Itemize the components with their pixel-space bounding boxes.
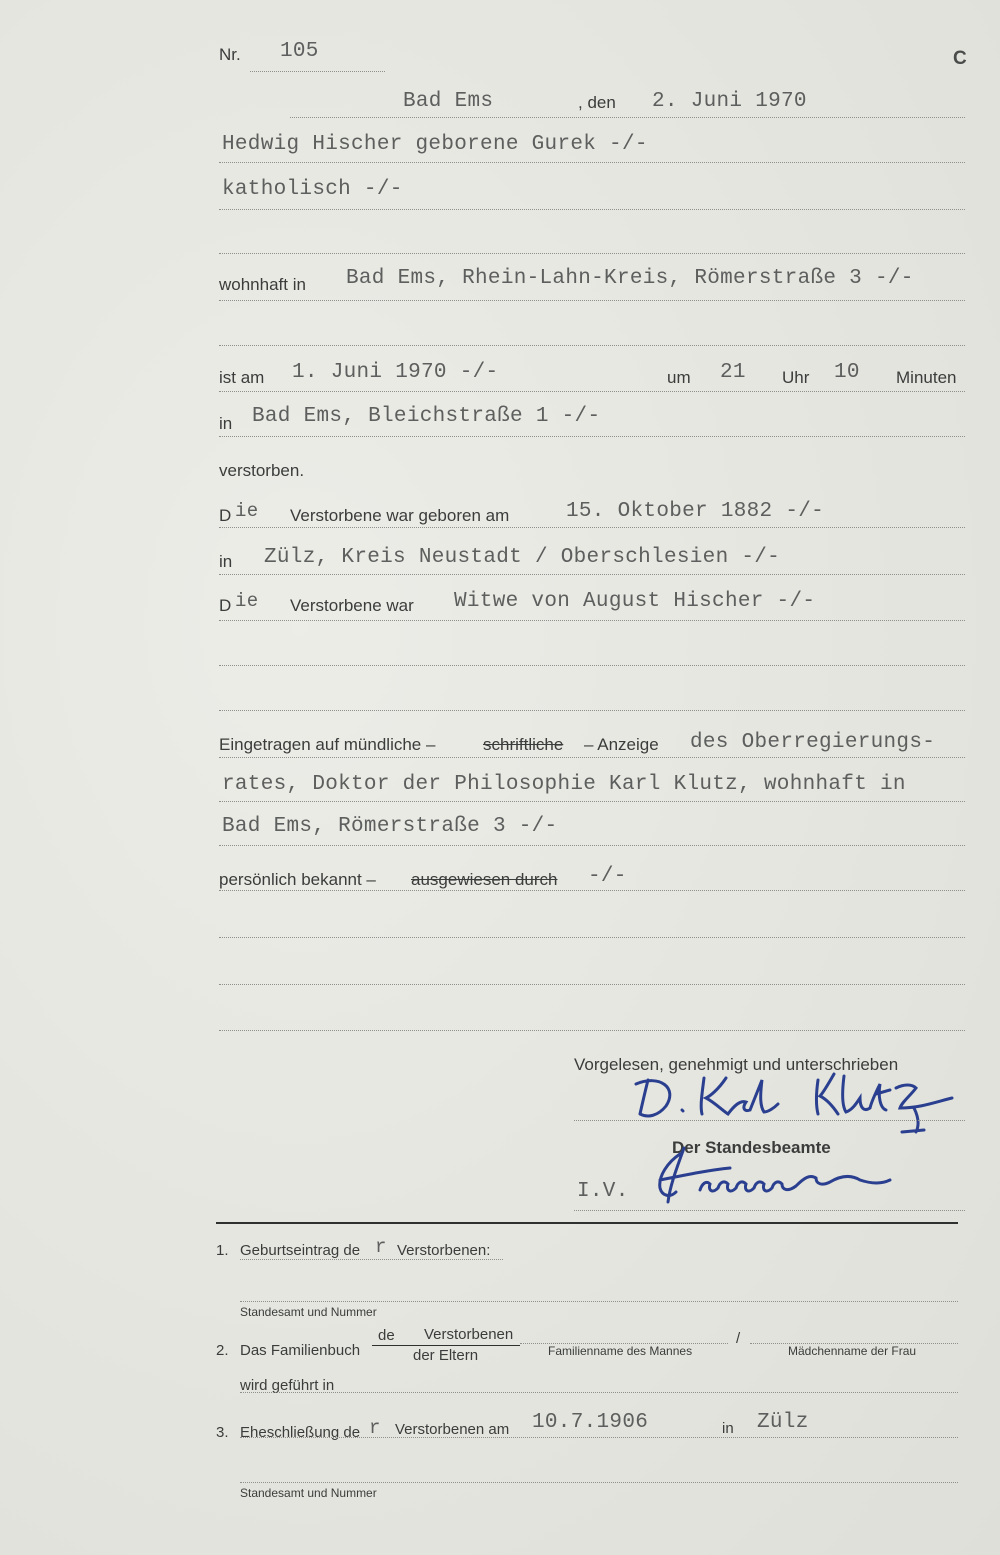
item1-line bbox=[240, 1259, 503, 1260]
death-date-label: ist am bbox=[219, 368, 265, 387]
birth-label: Verstorbene war geboren am bbox=[290, 506, 510, 525]
item2-slash: / bbox=[736, 1330, 741, 1347]
item1-label-b: Verstorbenen: bbox=[397, 1242, 491, 1259]
deceased-religion: katholisch -/- bbox=[222, 178, 403, 201]
death-minutes: 10 bbox=[834, 361, 860, 384]
birth-d-prefix: D bbox=[219, 506, 232, 525]
death-date: 1. Juni 1970 -/- bbox=[292, 361, 499, 384]
status-value: Witwe von August Hischer -/- bbox=[454, 590, 816, 613]
nr-label: Nr. bbox=[219, 45, 241, 64]
known-value: -/- bbox=[588, 865, 627, 888]
item2-de: de bbox=[378, 1327, 395, 1344]
status-line bbox=[219, 620, 965, 621]
blank-line bbox=[219, 253, 965, 254]
registrar-signature bbox=[640, 1140, 910, 1215]
item3-label-b: Verstorbenen am bbox=[395, 1421, 510, 1438]
residence-value: Bad Ems, Rhein-Lahn-Kreis, Römerstraße 3 -/- bbox=[346, 267, 914, 290]
death-place: Bad Ems, Bleichstraße 1 -/- bbox=[252, 405, 601, 428]
item3-label-a: Eheschließung de bbox=[240, 1424, 361, 1441]
blank-line-7 bbox=[219, 1030, 965, 1031]
blank-line-6 bbox=[219, 984, 965, 985]
item1-number: 1. bbox=[216, 1242, 229, 1259]
item1-r: r bbox=[375, 1236, 387, 1258]
status-label: Verstorbene war bbox=[290, 596, 414, 615]
residence-label: wohnhaft in bbox=[219, 275, 306, 294]
entry-label-start: Eingetragen auf mündliche – bbox=[219, 735, 436, 754]
registrar-label: Der Standesbeamte bbox=[672, 1138, 831, 1157]
read-approved-label: Vorgelesen, genehmigt und unterschrieben bbox=[574, 1055, 899, 1074]
blank-line-3 bbox=[219, 665, 965, 666]
familienname-label: Familienname des Mannes bbox=[548, 1344, 693, 1358]
iv-label: I.V. bbox=[577, 1180, 629, 1203]
birth-ie-suffix: ie bbox=[235, 500, 259, 522]
blank-line-4 bbox=[219, 710, 965, 711]
status-ie-suffix: ie bbox=[235, 590, 259, 612]
known-line bbox=[219, 890, 965, 891]
name-line bbox=[219, 162, 965, 163]
den-label: , den bbox=[578, 93, 616, 112]
blank-line-2 bbox=[219, 345, 965, 346]
place-of-registration: Bad Ems bbox=[403, 90, 494, 113]
item1-label-a: Geburtseintrag de bbox=[240, 1242, 361, 1259]
item2-fuehrt-line bbox=[240, 1392, 958, 1393]
informant-signature bbox=[630, 1066, 970, 1141]
residence-line bbox=[219, 300, 965, 301]
nr-line bbox=[250, 71, 385, 72]
entry-struck-schriftliche: schriftliche bbox=[483, 735, 564, 754]
uhr-label: Uhr bbox=[782, 368, 810, 387]
entry-line-2: rates, Doktor der Philosophie Karl Klutz, wohnhaft in bbox=[222, 773, 906, 796]
blank-line-5 bbox=[219, 937, 965, 938]
death-date-line bbox=[219, 391, 965, 392]
item3-r: r bbox=[369, 1417, 381, 1439]
item3-number: 3. bbox=[216, 1424, 229, 1441]
entry-line-1-rule bbox=[219, 757, 965, 758]
signature-line-2 bbox=[574, 1210, 965, 1211]
religion-line bbox=[219, 209, 965, 210]
item1-standesamt-line bbox=[240, 1301, 958, 1302]
entry-label-end: – Anzeige bbox=[584, 735, 659, 754]
death-place-line bbox=[219, 436, 965, 437]
footer-divider bbox=[216, 1222, 958, 1224]
verstorben-label: verstorben. bbox=[219, 461, 305, 480]
item2-verstorbenen: Verstorbenen bbox=[424, 1326, 514, 1343]
minuten-label: Minuten bbox=[896, 368, 957, 387]
entry-line-2-rule bbox=[219, 801, 965, 802]
item3-line bbox=[240, 1437, 958, 1438]
nr-value: 105 bbox=[280, 40, 319, 63]
item2-eltern: der Eltern bbox=[413, 1347, 479, 1364]
death-hour: 21 bbox=[720, 361, 746, 384]
death-place-label: in bbox=[219, 414, 233, 433]
status-d-prefix: D bbox=[219, 596, 232, 615]
item1-standesamt-label: Standesamt und Nummer bbox=[240, 1305, 377, 1319]
item2-fuehrt-label: wird geführt in bbox=[240, 1377, 335, 1394]
item3-date: 10.7.1906 bbox=[532, 1411, 649, 1434]
registration-date: 2. Juni 1970 bbox=[652, 90, 807, 113]
entry-line-1: des Oberregierungs- bbox=[690, 731, 936, 754]
birth-date-line bbox=[219, 527, 965, 528]
item2-number: 2. bbox=[216, 1342, 229, 1359]
entry-line-3: Bad Ems, Römerstraße 3 -/- bbox=[222, 815, 558, 838]
known-label: persönlich bekannt – bbox=[219, 870, 376, 889]
birth-place-line bbox=[219, 574, 965, 575]
item3-in: in bbox=[722, 1420, 734, 1437]
item3-place: Zülz bbox=[757, 1411, 809, 1434]
birth-place: Zülz, Kreis Neustadt / Oberschlesien -/- bbox=[264, 546, 781, 569]
maedchenname-label: Mädchenname der Frau bbox=[788, 1344, 917, 1358]
item3-standesamt-label: Standesamt und Nummer bbox=[240, 1486, 377, 1500]
corner-letter: C bbox=[953, 48, 967, 69]
um-label: um bbox=[667, 368, 691, 387]
entry-line-3-rule bbox=[219, 845, 965, 846]
birth-place-label: in bbox=[219, 552, 233, 571]
item2-label: Das Familienbuch bbox=[240, 1342, 361, 1359]
known-struck: ausgewiesen durch bbox=[411, 870, 558, 889]
deceased-name: Hedwig Hischer geborene Gurek -/- bbox=[222, 133, 648, 156]
item2-fraction-line bbox=[372, 1345, 520, 1346]
signature-line-1 bbox=[574, 1120, 965, 1121]
date-line bbox=[290, 117, 965, 118]
item3-standesamt-line bbox=[240, 1482, 958, 1483]
birth-date: 15. Oktober 1882 -/- bbox=[566, 500, 825, 523]
